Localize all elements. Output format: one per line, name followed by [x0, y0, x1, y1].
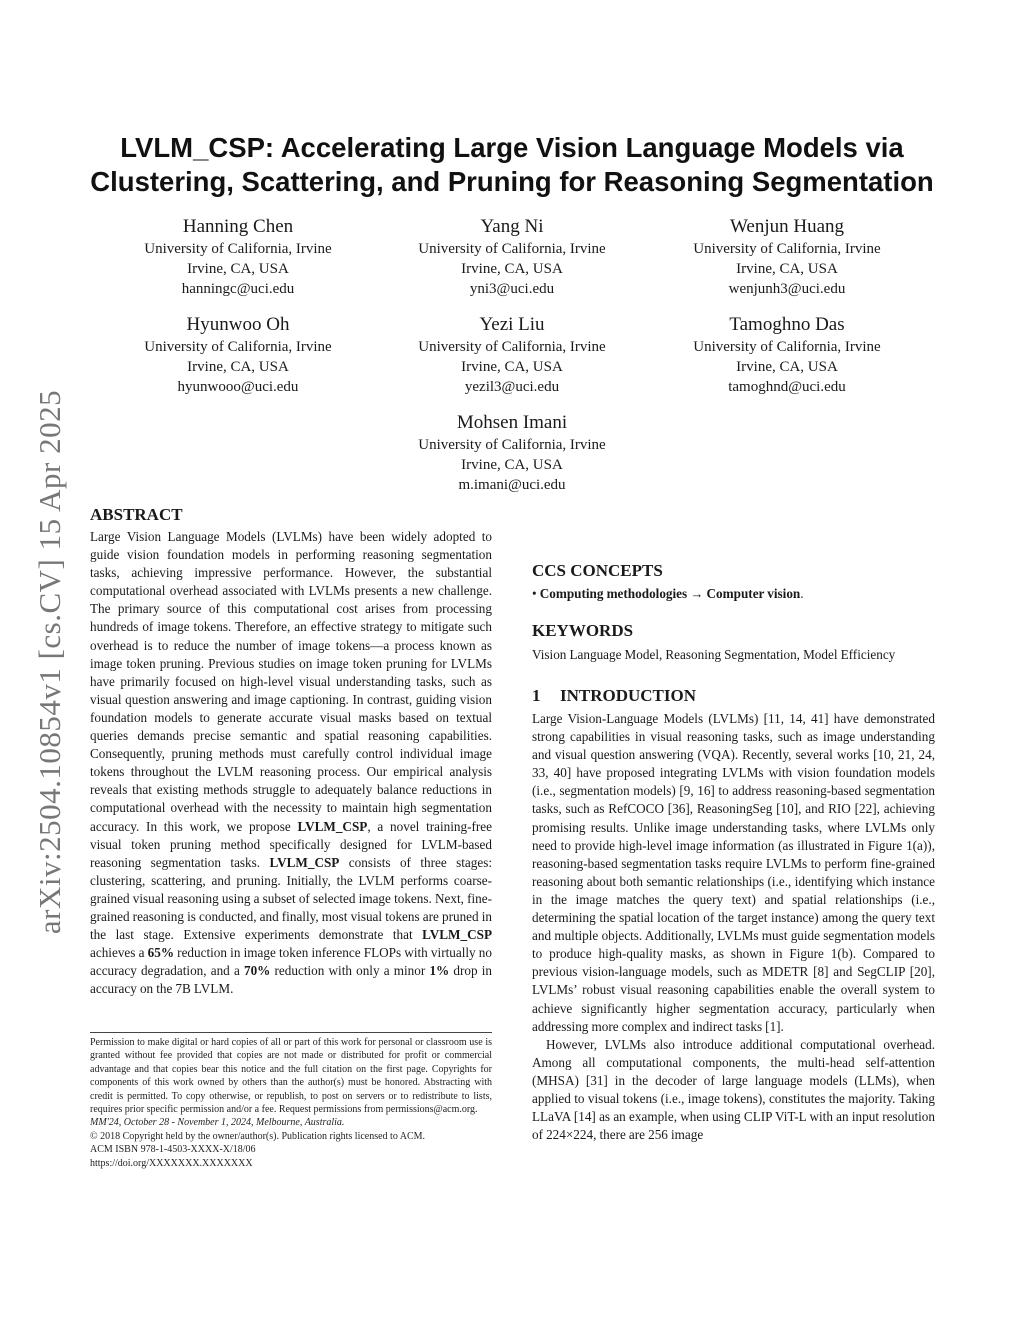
arxiv-identifier: arXiv:2504.10854v1 [cs.CV] 15 Apr 2025	[32, 389, 67, 935]
author-block	[362, 314, 662, 397]
author-block	[88, 216, 388, 299]
author-block	[362, 216, 662, 299]
abstract-segment: consists of three stages: clustering, scattering, and pruning. Initially, the LVLM performs coarse-grained visual reasoning using a subset of selected image tokens. Next, fine-grained reasoning is conducted, and finally, most visual tokens are pruned in the last stage. Extensive experiments demonstrate that	[90, 854, 492, 943]
paper-title	[80, 131, 944, 199]
method-name: LVLM_CSP	[297, 818, 368, 834]
abstract-segment: achieves a	[90, 945, 148, 961]
author-affiliation: University of California, Irvine	[418, 437, 606, 453]
title-line-1: LVLM_CSP: Accelerating Large Vision Language Models via	[120, 132, 904, 163]
permission-notice: Permission to make digital or hard copies of all or part of this work for personal or classroom use is granted without fee provided that copies are not made or distributed for profit or commercial advantage and that copies bear this notice and the full citation on the first page. Copyrights for components of this work owned by others than the author(s) must be honored. Abstracting with credit is permitted. To copy otherwise, or republish, to post on servers or to redistribute to lists, requires prior specific permission and/or a fee. Request permissions from permissions@acm.org.	[90, 1037, 492, 1116]
author-block	[637, 314, 937, 397]
author-affiliation: University of California, Irvine	[693, 339, 881, 355]
ccs-period: .	[800, 586, 804, 601]
abstract-segment: drop in accuracy on the 7B LVLM.	[90, 963, 493, 997]
ccs-heading: CCS CONCEPTS	[532, 561, 663, 580]
author-block	[637, 216, 937, 299]
author-location: Irvine, CA, USA	[736, 261, 838, 277]
author-email: yni3@uci.edu	[469, 281, 555, 297]
doi-link[interactable]: https://doi.org/XXXXXXX.XXXXXXX	[90, 1157, 253, 1169]
keywords-text: Vision Language Model, Reasoning Segmentation, Model Efficiency	[532, 647, 896, 662]
ccs-bullet: •	[532, 586, 540, 601]
abstract-segment: , a novel training-free visual token pruning method specifically designed for LVLM-based reasoning segmentation tasks.	[90, 818, 493, 870]
author-email: wenjunh3@uci.edu	[728, 281, 846, 297]
section-title: INTRODUCTION	[560, 686, 697, 705]
isbn-line: ACM ISBN 978-1-4503-XXXX-X/18/06	[90, 1144, 256, 1156]
method-name: LVLM_CSP	[422, 927, 492, 943]
author-email: tamoghnd@uci.edu	[728, 379, 846, 395]
introduction-body	[532, 710, 935, 1144]
author-block	[88, 314, 388, 397]
author-email: hyunwooo@uci.edu	[177, 379, 299, 395]
author-location: Irvine, CA, USA	[461, 457, 563, 473]
author-location: Irvine, CA, USA	[736, 359, 838, 375]
abstract-segment: reduction with only a minor	[270, 963, 430, 979]
author-location: Irvine, CA, USA	[187, 261, 289, 277]
author-affiliation: University of California, Irvine	[418, 339, 606, 355]
abstract-segment: reduction in image token inference FLOPs with virtually no accuracy degradation, and a	[90, 945, 492, 979]
intro-paragraph-2: However, LVLMs also introduce additional computational overhead. Among all computational components, the multi-head self-attention (MHSA) [31] in the decoder of large language models (LLMs), when applied to visual tokens (i.e., image tokens), constitutes the majority. Taking LLaVA [14] as an example, when using CLIP ViT-L with an input resolution of 224×224, there are 256 image	[532, 1036, 935, 1143]
author-affiliation: University of California, Irvine	[418, 241, 606, 257]
copyright-line: © 2018 Copyright held by the owner/author(s). Publication rights licensed to ACM.	[90, 1130, 426, 1142]
highlight-value: 70%	[243, 963, 271, 979]
author-name: Hanning Chen	[182, 216, 294, 237]
author-name: Tamoghno Das	[729, 314, 845, 335]
method-name: LVLM_CSP	[269, 854, 340, 870]
footnote-divider	[90, 1032, 492, 1033]
section-number: 1	[532, 686, 541, 705]
author-block	[362, 412, 662, 495]
author-location: Irvine, CA, USA	[187, 359, 289, 375]
author-name: Hyunwoo Oh	[186, 314, 290, 335]
highlight-value: 65%	[147, 945, 174, 961]
highlight-value: 1%	[429, 963, 450, 979]
copyright-footnote	[90, 1036, 492, 1170]
keywords-heading: KEYWORDS	[532, 621, 634, 640]
introduction-heading	[532, 686, 696, 706]
author-location: Irvine, CA, USA	[461, 359, 563, 375]
author-name: Yang Ni	[480, 216, 544, 237]
author-email: hanningc@uci.edu	[181, 281, 295, 297]
author-affiliation: University of California, Irvine	[144, 241, 332, 257]
ccs-concept: Computing methodologies → Computer vision	[539, 586, 801, 601]
author-affiliation: University of California, Irvine	[693, 241, 881, 257]
author-name: Yezi Liu	[479, 314, 545, 335]
abstract-text	[90, 528, 492, 998]
ccs-concepts	[532, 585, 935, 603]
conference-info: MM'24, October 28 - November 1, 2024, Melbourne, Australia.	[90, 1117, 345, 1129]
author-affiliation: University of California, Irvine	[144, 339, 332, 355]
author-name: Mohsen Imani	[456, 412, 568, 433]
author-location: Irvine, CA, USA	[461, 261, 563, 277]
author-name: Wenjun Huang	[729, 216, 845, 237]
title-line-2: Clustering, Scattering, and Pruning for Reasoning Segmentation	[90, 166, 934, 197]
intro-paragraph-1: Large Vision-Language Models (LVLMs) [11, 14, 41] have demonstrated strong capabilities in visual reasoning tasks, such as image understanding and visual question answering (VQA). Recently, several works [10, 21, 24, 33, 40] have proposed integrating LVLMs with vision foundation models (i.e., segmentation models) [9, 16] to address reasoning-based segmentation tasks, such as RefCOCO [36], ReasoningSeg [10], and RIO [22], achieving promising results. Unlike image understanding tasks, where LVLMs only need to provide high-level image information (as illustrated in Figure 1(a)), reasoning-based segmentation tasks require LVLMs to perform fine-grained reasoning about both semantic relationships (i.e., identifying which instance in the image matches the query text) and spatial relationships (i.e., determining the spatial location of the target instance) among the query text and multiple objects. Additionally, LVLMs must guide segmentation models to produce high-quality masks, as shown in Figure 1(b). Compared to previous vision-language models, such as MDETR [8] and SegCLIP [20], LVLMs’ robust visual reasoning capabilities enable the overall system to achieve significantly higher segmentation accuracy, particularly when addressing more complex and indirect tasks [1].	[532, 711, 935, 1034]
author-email: m.imani@uci.edu	[458, 477, 566, 493]
author-email: yezil3@uci.edu	[464, 379, 560, 395]
abstract-segment: Large Vision Language Models (LVLMs) have been widely adopted to guide vision foundation models in performing reasoning segmentation tasks, achieving impressive performance. However, the substantial computational overhead associated with LVLMs presents a new challenge. The primary source of this computational cost arises from processing hundreds of image tokens. Therefore, an effective strategy to mitigate such overhead is to reduce the number of image tokens—a process known as image token pruning. Previous studies on image token pruning for LVLMs have primarily focused on high-level visual understanding tasks, such as visual question answering and image captioning. In contrast, guiding vision foundation models to generate accurate visual masks based on textual queries demands precise semantic and spatial reasoning capabilities. Consequently, pruning methods must carefully control individual image tokens throughout the LVLM reasoning process. Our empirical analysis reveals that existing methods struggle to adequately balance reductions in computational overhead with the necessity to maintain high segmentation accuracy. In this work, we propose	[90, 529, 492, 834]
abstract-heading: ABSTRACT	[90, 505, 183, 524]
